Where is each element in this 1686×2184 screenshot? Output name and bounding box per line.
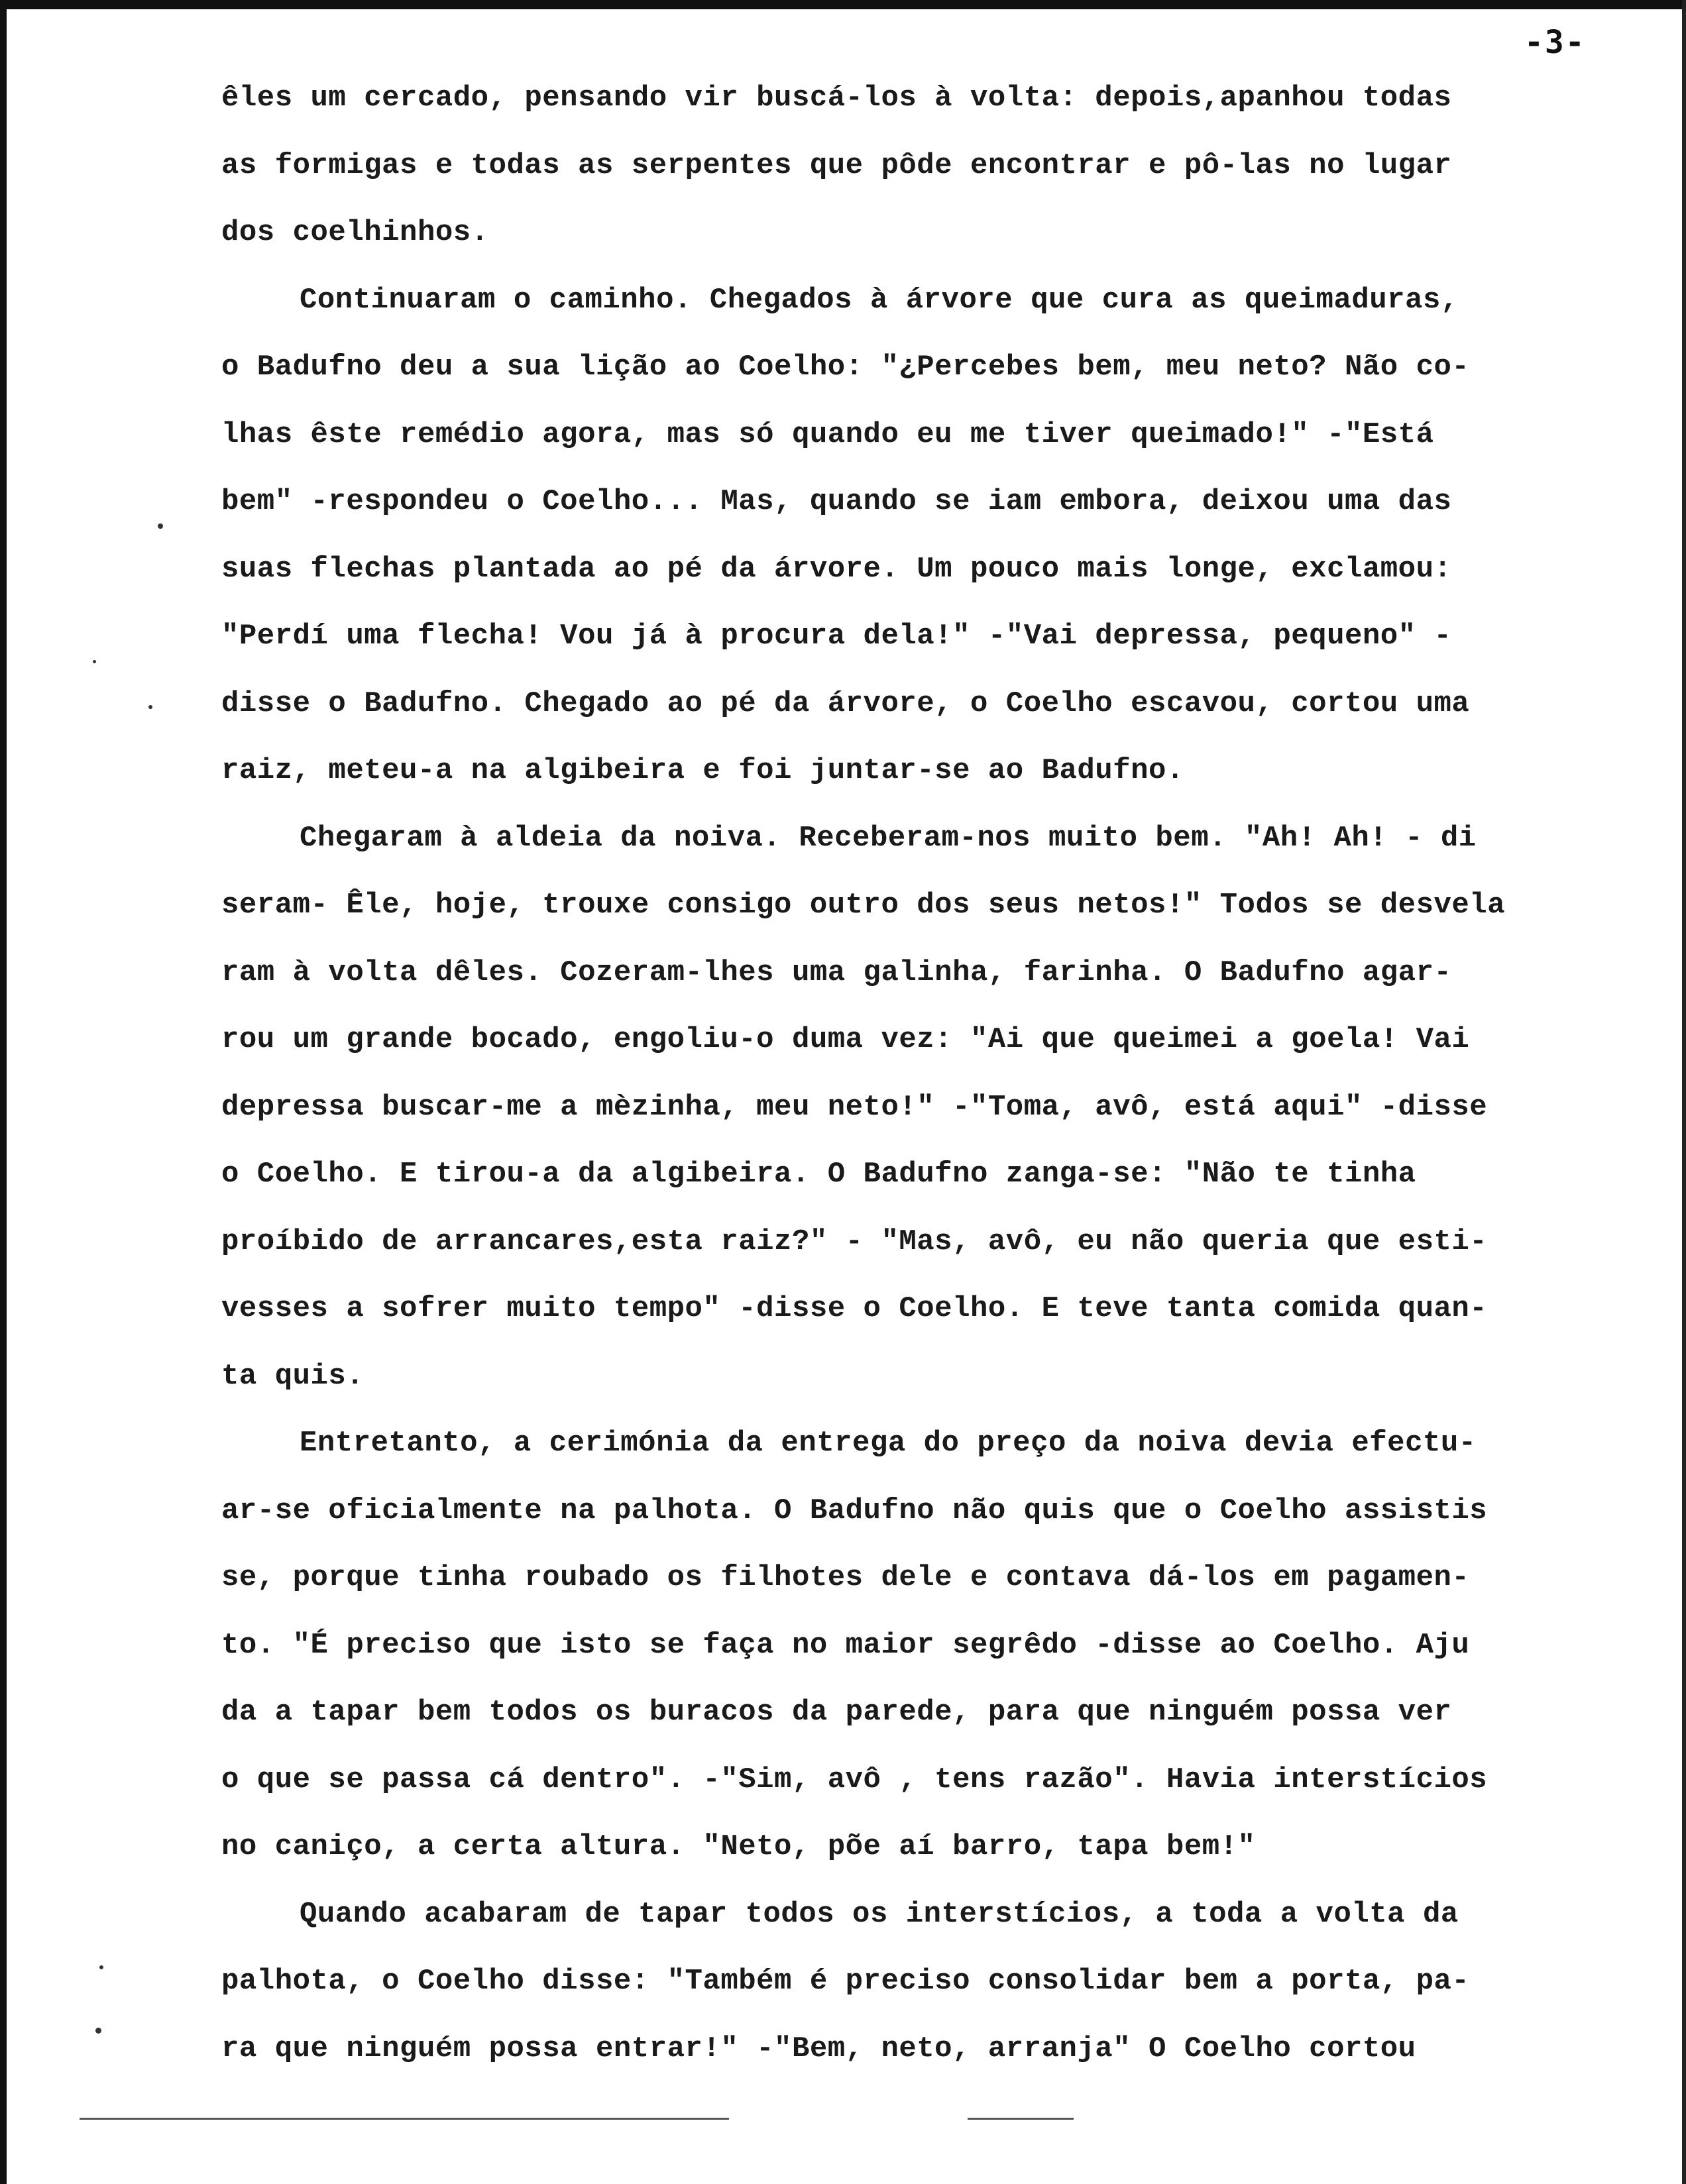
text-line: depressa buscar-me a mèzinha, meu neto!" -"Toma, avô, está aqui" -disse [221, 1090, 1488, 1124]
footer-rule [80, 2118, 729, 2120]
text-line: to. "É preciso que isto se faça no maior segrêdo -disse ao Coelho. Aju [221, 1628, 1470, 1662]
scan-edge-right [1682, 0, 1686, 2184]
text-line: rou um grande bocado, engoliu-o duma vez: "Ai que queimei a goela! Vai [221, 1023, 1470, 1056]
text-line: êles um cercado, pensando vir buscá-los à volta: depois,apanhou todas [221, 82, 1452, 115]
scan-speck [95, 2028, 101, 2034]
text-line: suas flechas plantada ao pé da árvore. Um pouco mais longe, exclamou: [221, 552, 1452, 586]
text-line: dos coelhinhos. [221, 216, 489, 249]
footer-rule [968, 2118, 1074, 2120]
paragraph-start-line: Chegaram à aldeia da noiva. Receberam-nos muito bem. "Ah! Ah! - di [300, 821, 1477, 855]
text-line: o que se passa cá dentro". -"Sim, avô , tens razão". Havia interstícios [221, 1763, 1488, 1796]
scan-speck [93, 660, 96, 663]
page-number: -3- [1524, 24, 1586, 61]
scan-speck [148, 705, 152, 709]
paragraph-start-line: Continuaram o caminho. Chegados à árvore que cura as queimaduras, [300, 283, 1459, 317]
scan-edge-top [0, 0, 1686, 9]
typewritten-text [221, 65, 1626, 2083]
text-line: palhota, o Coelho disse: "Também é preciso consolidar bem a porta, pa- [221, 1965, 1470, 1998]
text-line: ar-se oficialmente na palhota. O Badufno não quis que o Coelho assistis [221, 1494, 1488, 1527]
text-line: da a tapar bem todos os buracos da parede, para que ninguém possa ver [221, 1696, 1452, 1729]
text-line: o Badufno deu a sua lição ao Coelho: "¿Percebes bem, meu neto? Não co- [221, 351, 1470, 384]
text-line: se, porque tinha roubado os filhotes dele e contava dá-los em pagamen- [221, 1561, 1470, 1594]
text-line: ra que ninguém possa entrar!" -"Bem, neto, arranja" O Coelho cortou [221, 2032, 1416, 2065]
scan-speck [158, 523, 163, 529]
text-line: vesses a sofrer muito tempo" -disse o Coelho. E teve tanta comida quan- [221, 1292, 1488, 1325]
text-line: bem" -respondeu o Coelho... Mas, quando se iam embora, deixou uma das [221, 485, 1452, 518]
text-line: o Coelho. E tirou-a da algibeira. O Badufno zanga-se: "Não te tinha [221, 1158, 1416, 1191]
text-line: disse o Badufno. Chegado ao pé da árvore, o Coelho escavou, cortou uma [221, 686, 1470, 720]
text-line: as formigas e todas as serpentes que pôde encontrar e pô-las no lugar [221, 148, 1452, 182]
text-line: ta quis. [221, 1359, 365, 1393]
text-line: "Perdí uma flecha! Vou já à procura dela!" -"Vai depressa, pequeno" - [221, 620, 1452, 653]
text-line: no caniço, a certa altura. "Neto, põe aí barro, tapa bem!" [221, 1830, 1256, 1863]
paragraph-start-line: Entretanto, a cerimónia da entrega do preço da noiva devia efectu- [300, 1427, 1477, 1460]
text-line: seram- Êle, hoje, trouxe consigo outro dos seus netos!" Todos se desvela [221, 889, 1506, 922]
scan-edge-left [0, 0, 7, 2184]
text-line: raiz, meteu-a na algibeira e foi juntar-se ao Badufno. [221, 754, 1184, 787]
text-line: lhas êste remédio agora, mas só quando eu me tiver queimado!" -"Está [221, 417, 1434, 451]
text-line: ram à volta dêles. Cozeram-lhes uma galinha, farinha. O Badufno agar- [221, 956, 1452, 989]
text-line: proíbido de arrancares,esta raiz?" - "Mas, avô, eu não queria que esti- [221, 1225, 1488, 1258]
paragraph-start-line: Quando acabaram de tapar todos os interstícios, a toda a volta da [300, 1897, 1459, 1931]
scan-speck [99, 1965, 103, 1969]
